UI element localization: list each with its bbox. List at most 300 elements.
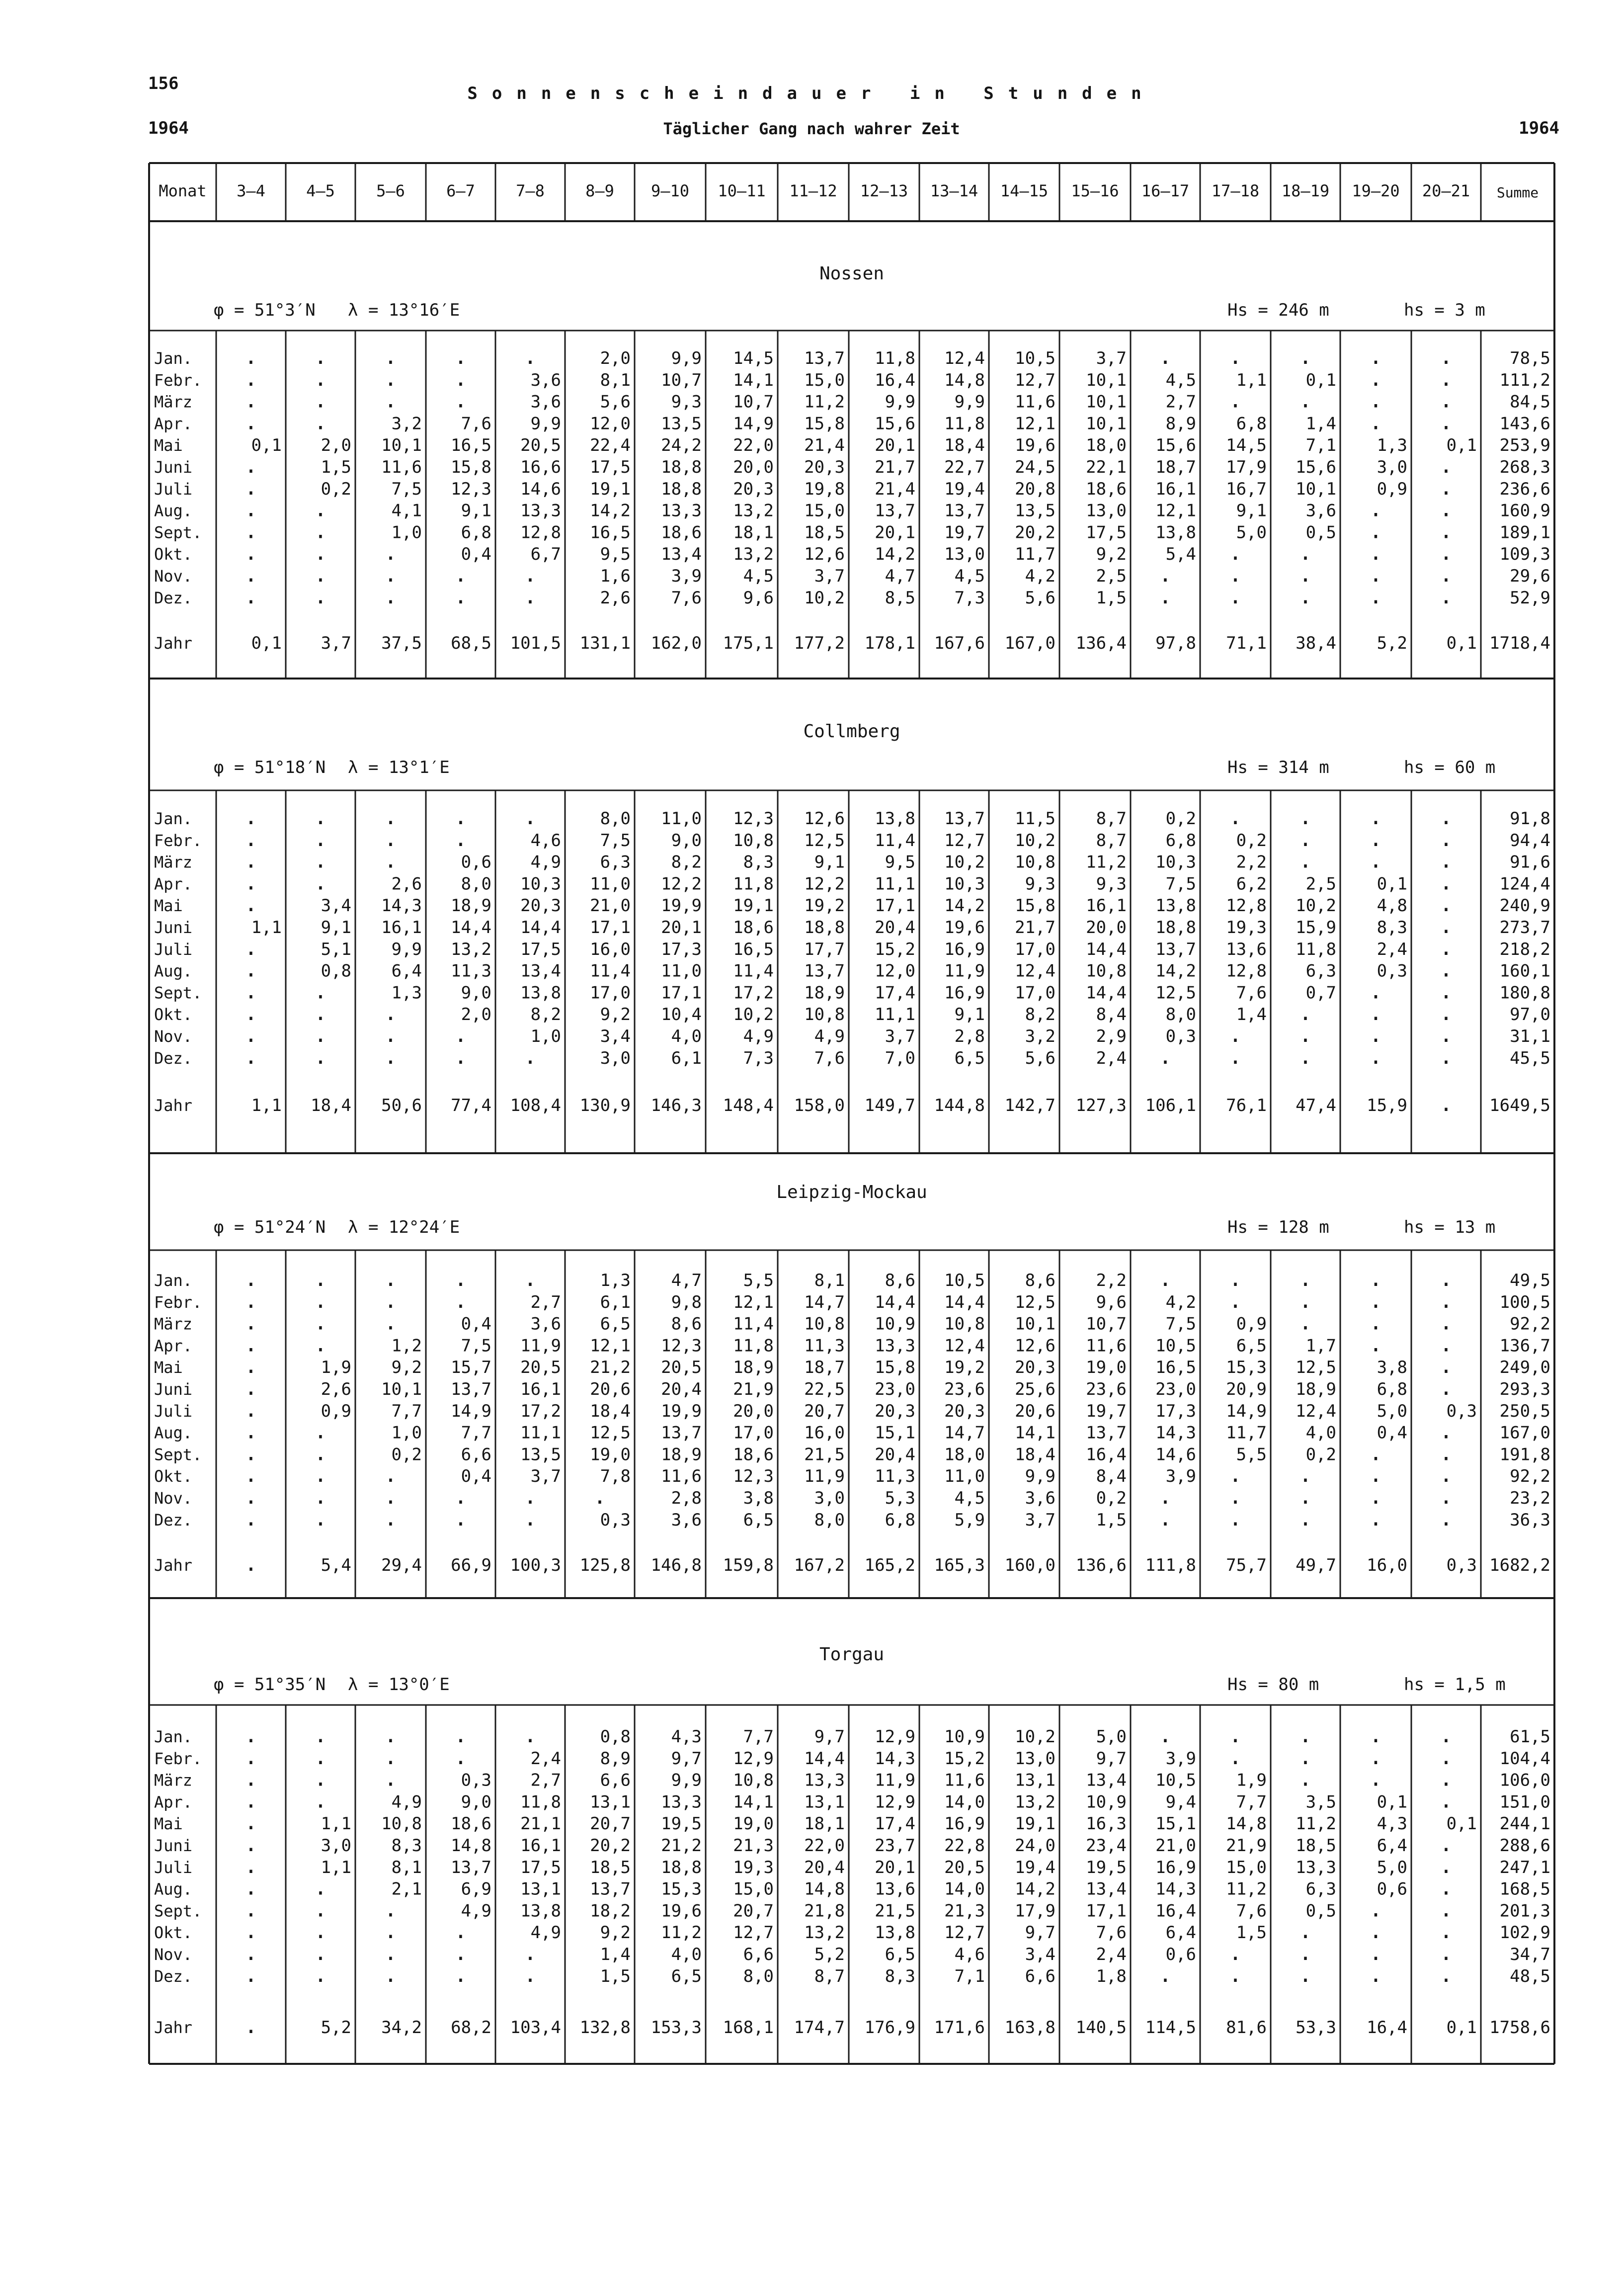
value-cell: 9,1 [461, 501, 491, 521]
empty-cell: . [244, 344, 258, 369]
value-cell: 6,9 [461, 1879, 491, 1899]
empty-cell: . [1369, 1940, 1382, 1965]
value-cell: 20,4 [661, 1379, 702, 1399]
value-cell: 3,9 [1165, 1748, 1196, 1769]
value-cell: 1,5 [600, 1966, 631, 1986]
value-cell: 7,6 [814, 1048, 845, 1068]
value-cell: 13,3 [1296, 1857, 1336, 1877]
value-cell: 11,2 [661, 1923, 702, 1943]
empty-cell: . [1369, 496, 1382, 522]
empty-cell: . [1439, 913, 1453, 938]
year-total-cell: 5,4 [321, 1555, 351, 1575]
month-label: Nov. [154, 567, 193, 586]
year-total-cell: 1758,6 [1489, 2018, 1550, 2038]
value-cell: 3,0 [321, 1836, 351, 1856]
value-cell: 6,8 [1377, 1379, 1407, 1399]
value-cell: 11,4 [733, 961, 774, 981]
empty-cell: . [244, 1353, 258, 1379]
empty-cell: . [244, 804, 258, 830]
value-cell: 20,4 [875, 1445, 915, 1465]
value-cell: 15,3 [661, 1879, 702, 1899]
year-total-cell: 142,7 [1004, 1096, 1055, 1115]
value-cell: 20,6 [590, 1379, 631, 1399]
value-cell: 10,4 [661, 1005, 702, 1025]
empty-cell: . [384, 540, 398, 566]
station-name: Nossen [819, 263, 885, 284]
value-cell: 1,0 [530, 1026, 561, 1046]
value-cell: 16,7 [1226, 479, 1267, 499]
value-cell: 0,2 [321, 479, 351, 499]
value-cell: 12,6 [804, 544, 845, 565]
empty-cell: . [523, 1961, 537, 1987]
value-cell: 10,5 [1015, 348, 1055, 368]
empty-cell: . [314, 1309, 327, 1335]
value-cell: 0,6 [461, 852, 491, 872]
value-cell: 6,6 [1025, 1966, 1055, 1986]
value-cell: 11,4 [733, 1314, 774, 1334]
value-cell: 21,3 [944, 1901, 985, 1921]
month-label: Jan. [154, 349, 193, 368]
value-cell: 17,4 [875, 983, 915, 1003]
year-total-cell: 144,8 [934, 1096, 985, 1115]
value-cell: 12,0 [875, 961, 915, 981]
value-cell: 6,5 [1236, 1336, 1267, 1356]
empty-cell: . [244, 365, 258, 391]
value-cell: 10,1 [1086, 370, 1127, 390]
value-cell: 16,9 [944, 1814, 985, 1834]
value-cell: 13,3 [661, 1792, 702, 1812]
value-cell: 84,5 [1510, 392, 1550, 412]
month-label: Jan. [154, 1727, 193, 1746]
value-cell: 15,1 [1155, 1814, 1196, 1834]
value-cell: 20,7 [590, 1814, 631, 1834]
value-cell: 14,4 [944, 1292, 985, 1312]
value-cell: 14,9 [733, 414, 774, 434]
value-cell: 6,8 [1165, 830, 1196, 850]
empty-cell: . [244, 540, 258, 566]
value-cell: 6,6 [461, 1445, 491, 1465]
empty-cell: . [1158, 1722, 1172, 1748]
value-cell: 15,8 [875, 1358, 915, 1378]
value-cell: 10,5 [944, 1271, 985, 1290]
value-cell: 5,2 [814, 1945, 845, 1964]
value-cell: 13,7 [804, 961, 845, 981]
empty-cell: . [1439, 1722, 1453, 1748]
value-cell: 14,4 [1086, 983, 1127, 1003]
year-total-cell: 165,3 [934, 1555, 985, 1575]
empty-cell: . [1439, 1043, 1453, 1069]
value-cell: 0,6 [1377, 1879, 1407, 1899]
value-cell: 12,5 [1015, 1292, 1055, 1312]
empty-cell: . [523, 1043, 537, 1069]
value-cell: 20,3 [520, 896, 561, 916]
value-cell: 2,6 [321, 1379, 351, 1399]
value-cell: 11,9 [804, 1466, 845, 1487]
empty-cell: . [314, 1918, 327, 1944]
value-cell: 21,5 [875, 1901, 915, 1921]
empty-cell: . [244, 848, 258, 873]
empty-cell: . [1369, 1896, 1382, 1922]
empty-cell: . [1228, 1287, 1242, 1313]
month-label: Okt. [154, 545, 193, 564]
value-cell: 3,7 [885, 1026, 915, 1046]
month-label: Okt. [154, 1467, 193, 1486]
empty-cell: . [244, 518, 258, 544]
value-cell: 3,6 [530, 370, 561, 390]
value-cell: 17,5 [520, 1857, 561, 1877]
value-cell: 91,8 [1510, 809, 1550, 829]
value-cell: 12,9 [875, 1727, 915, 1747]
empty-cell: . [314, 1722, 327, 1748]
value-cell: 1,5 [1096, 588, 1127, 608]
value-cell: 2,7 [1165, 392, 1196, 412]
value-cell: 1,9 [321, 1358, 351, 1378]
value-cell: 7,6 [461, 414, 491, 434]
month-label: Dez. [154, 1966, 193, 1986]
value-cell: 15,8 [1015, 896, 1055, 916]
empty-cell: . [523, 583, 537, 609]
year-total-cell: 29,4 [381, 1555, 422, 1575]
value-cell: 17,3 [1155, 1401, 1196, 1421]
value-cell: 6,5 [885, 1945, 915, 1964]
value-cell: 21,7 [1015, 918, 1055, 937]
value-cell: 9,9 [954, 392, 985, 412]
value-cell: 0,5 [1305, 1901, 1336, 1921]
empty-cell: . [454, 1043, 468, 1069]
value-cell: 10,5 [1155, 1336, 1196, 1356]
month-label: Juni [154, 918, 193, 937]
value-cell: 10,8 [733, 830, 774, 850]
value-cell: 9,2 [391, 1358, 422, 1378]
value-cell: 4,2 [1165, 1292, 1196, 1312]
value-cell: 15,1 [875, 1423, 915, 1443]
value-cell: 9,9 [391, 939, 422, 959]
value-cell: 19,4 [1015, 1857, 1055, 1877]
year-total-cell: 15,9 [1367, 1096, 1407, 1115]
empty-cell: . [314, 1462, 327, 1488]
value-cell: 13,7 [661, 1423, 702, 1443]
value-cell: 3,9 [671, 566, 702, 586]
value-cell: 25,6 [1015, 1379, 1055, 1399]
empty-cell: . [1298, 1309, 1312, 1335]
year-total-cell: 1718,4 [1489, 633, 1550, 653]
year-total-cell: 149,7 [864, 1096, 915, 1115]
value-cell: 0,1 [1305, 370, 1336, 390]
value-cell: 8,6 [671, 1314, 702, 1334]
value-cell: 92,2 [1510, 1466, 1550, 1487]
value-cell: 10,2 [1015, 830, 1055, 850]
value-cell: 1,4 [1236, 1005, 1267, 1025]
year-total-cell: 38,4 [1296, 633, 1336, 653]
empty-cell: . [314, 1940, 327, 1965]
empty-cell: . [244, 1722, 258, 1748]
empty-cell: . [314, 562, 327, 587]
value-cell: 2,5 [1096, 566, 1127, 586]
empty-cell: . [314, 848, 327, 873]
value-cell: 13,7 [451, 1857, 491, 1877]
value-cell: 13,6 [1226, 939, 1267, 959]
value-cell: 12,1 [733, 1292, 774, 1312]
year-total-cell: 101,5 [510, 633, 561, 653]
value-cell: 1,3 [391, 983, 422, 1003]
month-header: Monat [159, 181, 207, 200]
value-cell: 9,1 [321, 918, 351, 937]
value-cell: 12,6 [804, 809, 845, 829]
value-cell: 18,9 [1296, 1379, 1336, 1399]
value-cell: 20,4 [804, 1857, 845, 1877]
hour-header-15–16: 15–16 [1071, 181, 1119, 200]
hour-header-7–8: 7–8 [516, 181, 545, 200]
value-cell: 0,3 [461, 1770, 491, 1790]
value-cell: 0,2 [1096, 1488, 1127, 1508]
value-cell: 12,5 [590, 1423, 631, 1443]
value-cell: 9,3 [1096, 874, 1127, 894]
empty-cell: . [1298, 1484, 1312, 1509]
empty-cell: . [314, 1961, 327, 1987]
value-cell: 3,6 [530, 1314, 561, 1334]
value-cell: 21,1 [520, 1814, 561, 1834]
value-cell: 167,0 [1499, 1423, 1550, 1443]
value-cell: 14,0 [944, 1879, 985, 1899]
empty-cell: . [1158, 562, 1172, 587]
value-cell: 13,7 [944, 501, 985, 521]
empty-cell: . [1369, 1266, 1382, 1291]
empty-cell: . [454, 1266, 468, 1291]
value-cell: 20,7 [733, 1901, 774, 1921]
month-label: Febr. [154, 370, 202, 390]
year-right: 1964 [1519, 118, 1559, 138]
value-cell: 13,0 [1015, 1748, 1055, 1769]
empty-cell: . [1298, 562, 1312, 587]
empty-cell: . [1298, 344, 1312, 369]
value-cell: 18,7 [804, 1358, 845, 1378]
value-cell: 12,3 [733, 1466, 774, 1487]
empty-cell: . [1439, 365, 1453, 391]
month-label: Aug. [154, 1423, 193, 1443]
value-cell: 13,4 [520, 961, 561, 981]
year-total-cell: 5,2 [1377, 633, 1407, 653]
empty-cell: . [1369, 409, 1382, 435]
value-cell: 10,1 [1086, 392, 1127, 412]
empty-cell: . [1439, 891, 1453, 917]
value-cell: 13,3 [875, 1336, 915, 1356]
value-cell: 20,1 [875, 435, 915, 456]
value-cell: 23,0 [875, 1379, 915, 1399]
value-cell: 3,0 [814, 1488, 845, 1508]
value-cell: 4,9 [530, 1923, 561, 1943]
value-cell: 12,8 [1226, 961, 1267, 981]
empty-cell: . [454, 365, 468, 391]
value-cell: 20,3 [875, 1401, 915, 1421]
empty-cell: . [1439, 1484, 1453, 1509]
value-cell: 14,9 [451, 1401, 491, 1421]
value-cell: 19,4 [944, 479, 985, 499]
year-total-cell: 77,4 [451, 1096, 491, 1115]
value-cell: 1,2 [391, 1336, 422, 1356]
value-cell: 3,7 [530, 1466, 561, 1487]
empty-cell: . [523, 804, 537, 830]
value-cell: 16,1 [520, 1379, 561, 1399]
value-cell: 10,3 [1155, 852, 1196, 872]
year-total-cell: 136,6 [1075, 1555, 1127, 1575]
value-cell: 3,8 [1377, 1358, 1407, 1378]
value-cell: 2,0 [461, 1005, 491, 1025]
value-cell: 13,7 [590, 1879, 631, 1899]
value-cell: 14,8 [804, 1879, 845, 1899]
value-cell: 14,4 [875, 1292, 915, 1312]
value-cell: 24,5 [1015, 457, 1055, 477]
value-cell: 9,0 [461, 983, 491, 1003]
value-cell: 13,2 [804, 1923, 845, 1943]
year-total-cell: 1,1 [251, 1096, 282, 1115]
empty-cell: . [244, 1551, 258, 1576]
value-cell: 5,4 [1165, 544, 1196, 565]
empty-cell: . [384, 583, 398, 609]
value-cell: 14,3 [875, 1748, 915, 1769]
empty-cell: . [454, 826, 468, 851]
empty-cell: . [1439, 496, 1453, 522]
value-cell: 3,4 [321, 896, 351, 916]
value-cell: 273,7 [1499, 918, 1550, 937]
empty-cell: . [314, 1484, 327, 1509]
year-total-cell: 168,1 [723, 2018, 774, 2038]
month-label: Apr. [154, 414, 193, 433]
value-cell: 160,1 [1499, 961, 1550, 981]
value-cell: 22,8 [944, 1836, 985, 1856]
value-cell: 12,4 [1296, 1401, 1336, 1421]
value-cell: 10,2 [944, 852, 985, 872]
value-cell: 10,1 [381, 1379, 422, 1399]
value-cell: 13,4 [661, 544, 702, 565]
empty-cell: . [244, 1831, 258, 1857]
value-cell: 14,2 [944, 896, 985, 916]
value-cell: 20,0 [1086, 918, 1127, 937]
value-cell: 17,3 [661, 939, 702, 959]
month-label: März [154, 852, 193, 872]
value-cell: 19,5 [661, 1814, 702, 1834]
year-total-cell: 34,2 [381, 2018, 422, 2038]
value-cell: 34,7 [1510, 1945, 1550, 1964]
empty-cell: . [523, 562, 537, 587]
value-cell: 48,5 [1510, 1966, 1550, 1986]
month-label: Nov. [154, 1945, 193, 1964]
value-cell: 124,4 [1499, 874, 1550, 894]
station-latitude: φ = 51°35′N [214, 1675, 326, 1695]
empty-cell: . [1369, 1722, 1382, 1748]
value-cell: 12,1 [1155, 501, 1196, 521]
value-cell: 8,7 [1096, 809, 1127, 829]
year-total-cell: 81,6 [1226, 2018, 1267, 2038]
value-cell: 2,2 [1096, 1271, 1127, 1290]
empty-cell: . [1439, 1831, 1453, 1857]
value-cell: 19,5 [1086, 1857, 1127, 1877]
value-cell: 11,2 [804, 392, 845, 412]
empty-cell: . [244, 453, 258, 478]
value-cell: 6,1 [671, 1048, 702, 1068]
hour-header-8–9: 8–9 [585, 181, 614, 200]
hour-header-17–18: 17–18 [1211, 181, 1260, 200]
value-cell: 10,3 [520, 874, 561, 894]
value-cell: 9,7 [814, 1727, 845, 1747]
empty-cell: . [1439, 826, 1453, 851]
value-cell: 11,6 [1086, 1336, 1127, 1356]
value-cell: 8,1 [600, 370, 631, 390]
empty-cell: . [1439, 453, 1453, 478]
value-cell: 17,0 [590, 983, 631, 1003]
value-cell: 18,6 [661, 522, 702, 543]
empty-cell: . [314, 869, 327, 895]
empty-cell: . [1439, 869, 1453, 895]
value-cell: 11,8 [1296, 939, 1336, 959]
value-cell: 2,7 [530, 1770, 561, 1790]
value-cell: 9,2 [600, 1005, 631, 1025]
empty-cell: . [384, 1287, 398, 1313]
value-cell: 16,4 [1086, 1445, 1127, 1465]
month-label: März [154, 1314, 193, 1334]
year-total-cell: 97,8 [1155, 633, 1196, 653]
value-cell: 11,1 [875, 1005, 915, 1025]
empty-cell: . [244, 1505, 258, 1531]
year-total-cell: 153,3 [650, 2018, 702, 2038]
value-cell: 13,5 [1015, 501, 1055, 521]
empty-cell: . [454, 1918, 468, 1944]
value-cell: 15,9 [1296, 918, 1336, 937]
value-cell: 240,9 [1499, 896, 1550, 916]
empty-cell: . [1298, 1766, 1312, 1791]
empty-cell: . [244, 409, 258, 435]
value-cell: 20,1 [661, 918, 702, 937]
value-cell: 218,2 [1499, 939, 1550, 959]
value-cell: 97,0 [1510, 1005, 1550, 1025]
empty-cell: . [1369, 826, 1382, 851]
value-cell: 21,2 [661, 1836, 702, 1856]
value-cell: 12,1 [590, 1336, 631, 1356]
value-cell: 4,7 [885, 566, 915, 586]
value-cell: 18,9 [661, 1445, 702, 1465]
value-cell: 8,3 [391, 1836, 422, 1856]
value-cell: 11,9 [944, 961, 985, 981]
empty-cell: . [384, 804, 398, 830]
value-cell: 4,9 [391, 1792, 422, 1812]
value-cell: 13,4 [1086, 1879, 1127, 1899]
hour-header-12–13: 12–13 [860, 181, 908, 200]
month-label: Juni [154, 458, 193, 477]
empty-cell: . [384, 1043, 398, 1069]
value-cell: 8,0 [743, 1966, 774, 1986]
value-cell: 2,6 [600, 588, 631, 608]
value-cell: 3,7 [814, 566, 845, 586]
hour-header-18–19: 18–19 [1281, 181, 1330, 200]
value-cell: 14,7 [944, 1423, 985, 1443]
value-cell: 6,5 [743, 1510, 774, 1530]
value-cell: 13,7 [875, 501, 915, 521]
empty-cell: . [314, 1505, 327, 1531]
month-label: Febr. [154, 831, 202, 850]
value-cell: 16,4 [1155, 1901, 1196, 1921]
value-cell: 13,7 [1086, 1423, 1127, 1443]
year-total-cell: 68,5 [451, 633, 491, 653]
empty-cell: . [1369, 540, 1382, 566]
value-cell: 5,0 [1377, 1401, 1407, 1421]
value-cell: 1,4 [600, 1945, 631, 1964]
value-cell: 9,9 [885, 392, 915, 412]
value-cell: 3,4 [1025, 1945, 1055, 1964]
empty-cell: . [384, 1766, 398, 1791]
empty-cell: . [244, 1896, 258, 1922]
value-cell: 4,2 [1025, 566, 1055, 586]
empty-cell: . [1439, 387, 1453, 413]
empty-cell: . [314, 1331, 327, 1357]
